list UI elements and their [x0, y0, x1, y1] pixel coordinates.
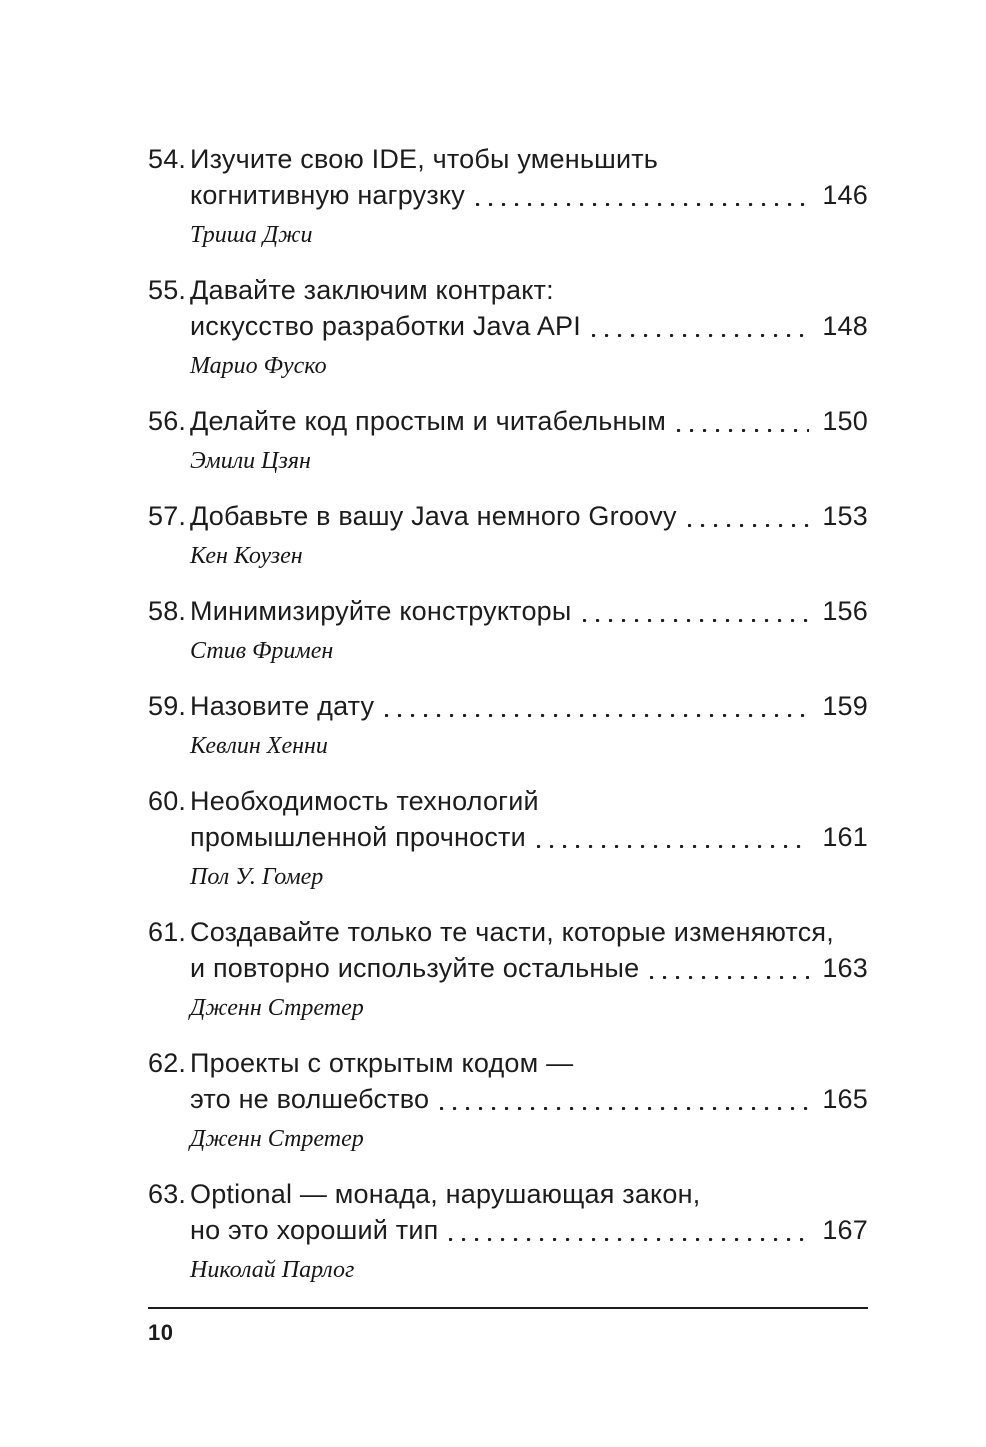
- entry-body: [190, 783, 868, 895]
- entry-title-text: это не волшебство: [190, 1084, 430, 1114]
- entry-number: 62.: [148, 1048, 187, 1078]
- dot-leader: [537, 845, 809, 848]
- entry-title-text: Делайте код простым и читабельным: [190, 406, 667, 436]
- entry-body: [190, 914, 868, 1026]
- dot-leader: [476, 203, 809, 206]
- toc-entry: [148, 593, 868, 669]
- entry-page-ref: 150: [822, 406, 868, 436]
- entry-title-text: искусство разработки Java API: [190, 311, 581, 341]
- dot-leader: [583, 619, 810, 622]
- toc-entry: [148, 403, 868, 479]
- entry-author: Кевлин Хенни: [190, 733, 328, 759]
- entry-author: Дженн Стретер: [190, 1126, 364, 1152]
- entry-author: Эмили Цзян: [190, 448, 311, 474]
- entry-page-ref: 167: [822, 1215, 868, 1245]
- entry-number: 59.: [148, 691, 187, 721]
- toc-entry: [148, 272, 868, 384]
- entry-body: [190, 1045, 868, 1157]
- entry-title-text: Добавьте в вашу Java немного Groovy: [190, 501, 677, 531]
- entry-body: [190, 593, 868, 669]
- entry-author: Николай Парлог: [190, 1257, 355, 1283]
- entry-title-line: Давайте заключим контракт:: [190, 275, 554, 305]
- toc-entry: [148, 783, 868, 895]
- entry-body: [190, 272, 868, 384]
- entry-title-line: [190, 819, 868, 855]
- entry-author: Триша Джи: [190, 222, 313, 248]
- entry-page-ref: 159: [822, 691, 868, 721]
- entry-number: 55.: [148, 275, 187, 305]
- entry-number: 54.: [148, 144, 187, 174]
- entry-title-line: Изучите свою IDE, чтобы уменьшить: [190, 144, 659, 174]
- entry-number: 58.: [148, 596, 187, 626]
- entry-title-text: Назовите дату: [190, 691, 375, 721]
- toc-entry: [148, 914, 868, 1026]
- entry-title-line: [190, 593, 868, 629]
- entry-title-line: [190, 688, 868, 724]
- entry-title-line: [190, 950, 868, 986]
- entry-title-text: когнитивную нагрузку: [190, 180, 465, 210]
- entry-number: 63.: [148, 1179, 187, 1209]
- entry-title-text: и повторно используйте остальные: [190, 953, 640, 983]
- entry-body: [190, 141, 868, 253]
- dot-leader: [449, 1238, 809, 1241]
- entry-page-ref: 163: [822, 953, 868, 983]
- entry-page-ref: 165: [822, 1084, 868, 1114]
- entry-title-line: Проекты с открытым кодом —: [190, 1048, 574, 1078]
- dot-leader: [688, 524, 810, 527]
- toc-entry: [148, 141, 868, 253]
- entry-author: Стив Фримен: [190, 638, 334, 664]
- entry-body: [190, 403, 868, 479]
- entry-title-line: [190, 1212, 868, 1248]
- toc-list: [148, 141, 868, 1288]
- entry-number: 57.: [148, 501, 187, 531]
- entry-title-line: [190, 403, 868, 439]
- entry-body: [190, 1176, 868, 1288]
- toc-entry: [148, 498, 868, 574]
- dot-leader: [385, 714, 809, 717]
- entry-page-ref: 153: [822, 501, 868, 531]
- dot-leader: [592, 334, 809, 337]
- entry-number: 61.: [148, 917, 187, 947]
- entry-body: [190, 498, 868, 574]
- toc-entry: [148, 688, 868, 764]
- entry-title-line: [190, 498, 868, 534]
- entry-title-text: Минимизируйте конструкторы: [190, 596, 572, 626]
- page-number: 10: [148, 1320, 174, 1345]
- entry-title-text: но это хороший тип: [190, 1215, 439, 1245]
- dot-leader: [677, 429, 809, 432]
- entry-author: Дженн Стретер: [190, 995, 364, 1021]
- entry-number: 60.: [148, 786, 187, 816]
- entry-author: Пол У. Гомер: [190, 864, 324, 890]
- entry-title-line: Создавайте только те части, которые изменяются,: [190, 917, 834, 947]
- entry-page-ref: 146: [822, 180, 868, 210]
- entry-title-text: промышленной прочности: [190, 822, 526, 852]
- entry-page-ref: 156: [822, 596, 868, 626]
- footer-rule: [148, 1307, 868, 1309]
- entry-author: Марио Фуско: [190, 353, 327, 379]
- entry-title-line: [190, 308, 868, 344]
- entry-title-line: [190, 177, 868, 213]
- entry-number: 56.: [148, 406, 187, 436]
- page-footer: [148, 1307, 868, 1346]
- entry-author: Кен Коузен: [190, 543, 303, 569]
- toc-entry: [148, 1045, 868, 1157]
- dot-leader: [650, 976, 809, 979]
- entry-title-line: Необходимость технологий: [190, 786, 539, 816]
- toc-entry: [148, 1176, 868, 1288]
- entry-body: [190, 688, 868, 764]
- entry-title-line: Optional — монада, нарушающая закон,: [190, 1179, 701, 1209]
- entry-page-ref: 161: [822, 822, 868, 852]
- dot-leader: [440, 1107, 809, 1110]
- entry-title-line: [190, 1081, 868, 1117]
- entry-page-ref: 148: [822, 311, 868, 341]
